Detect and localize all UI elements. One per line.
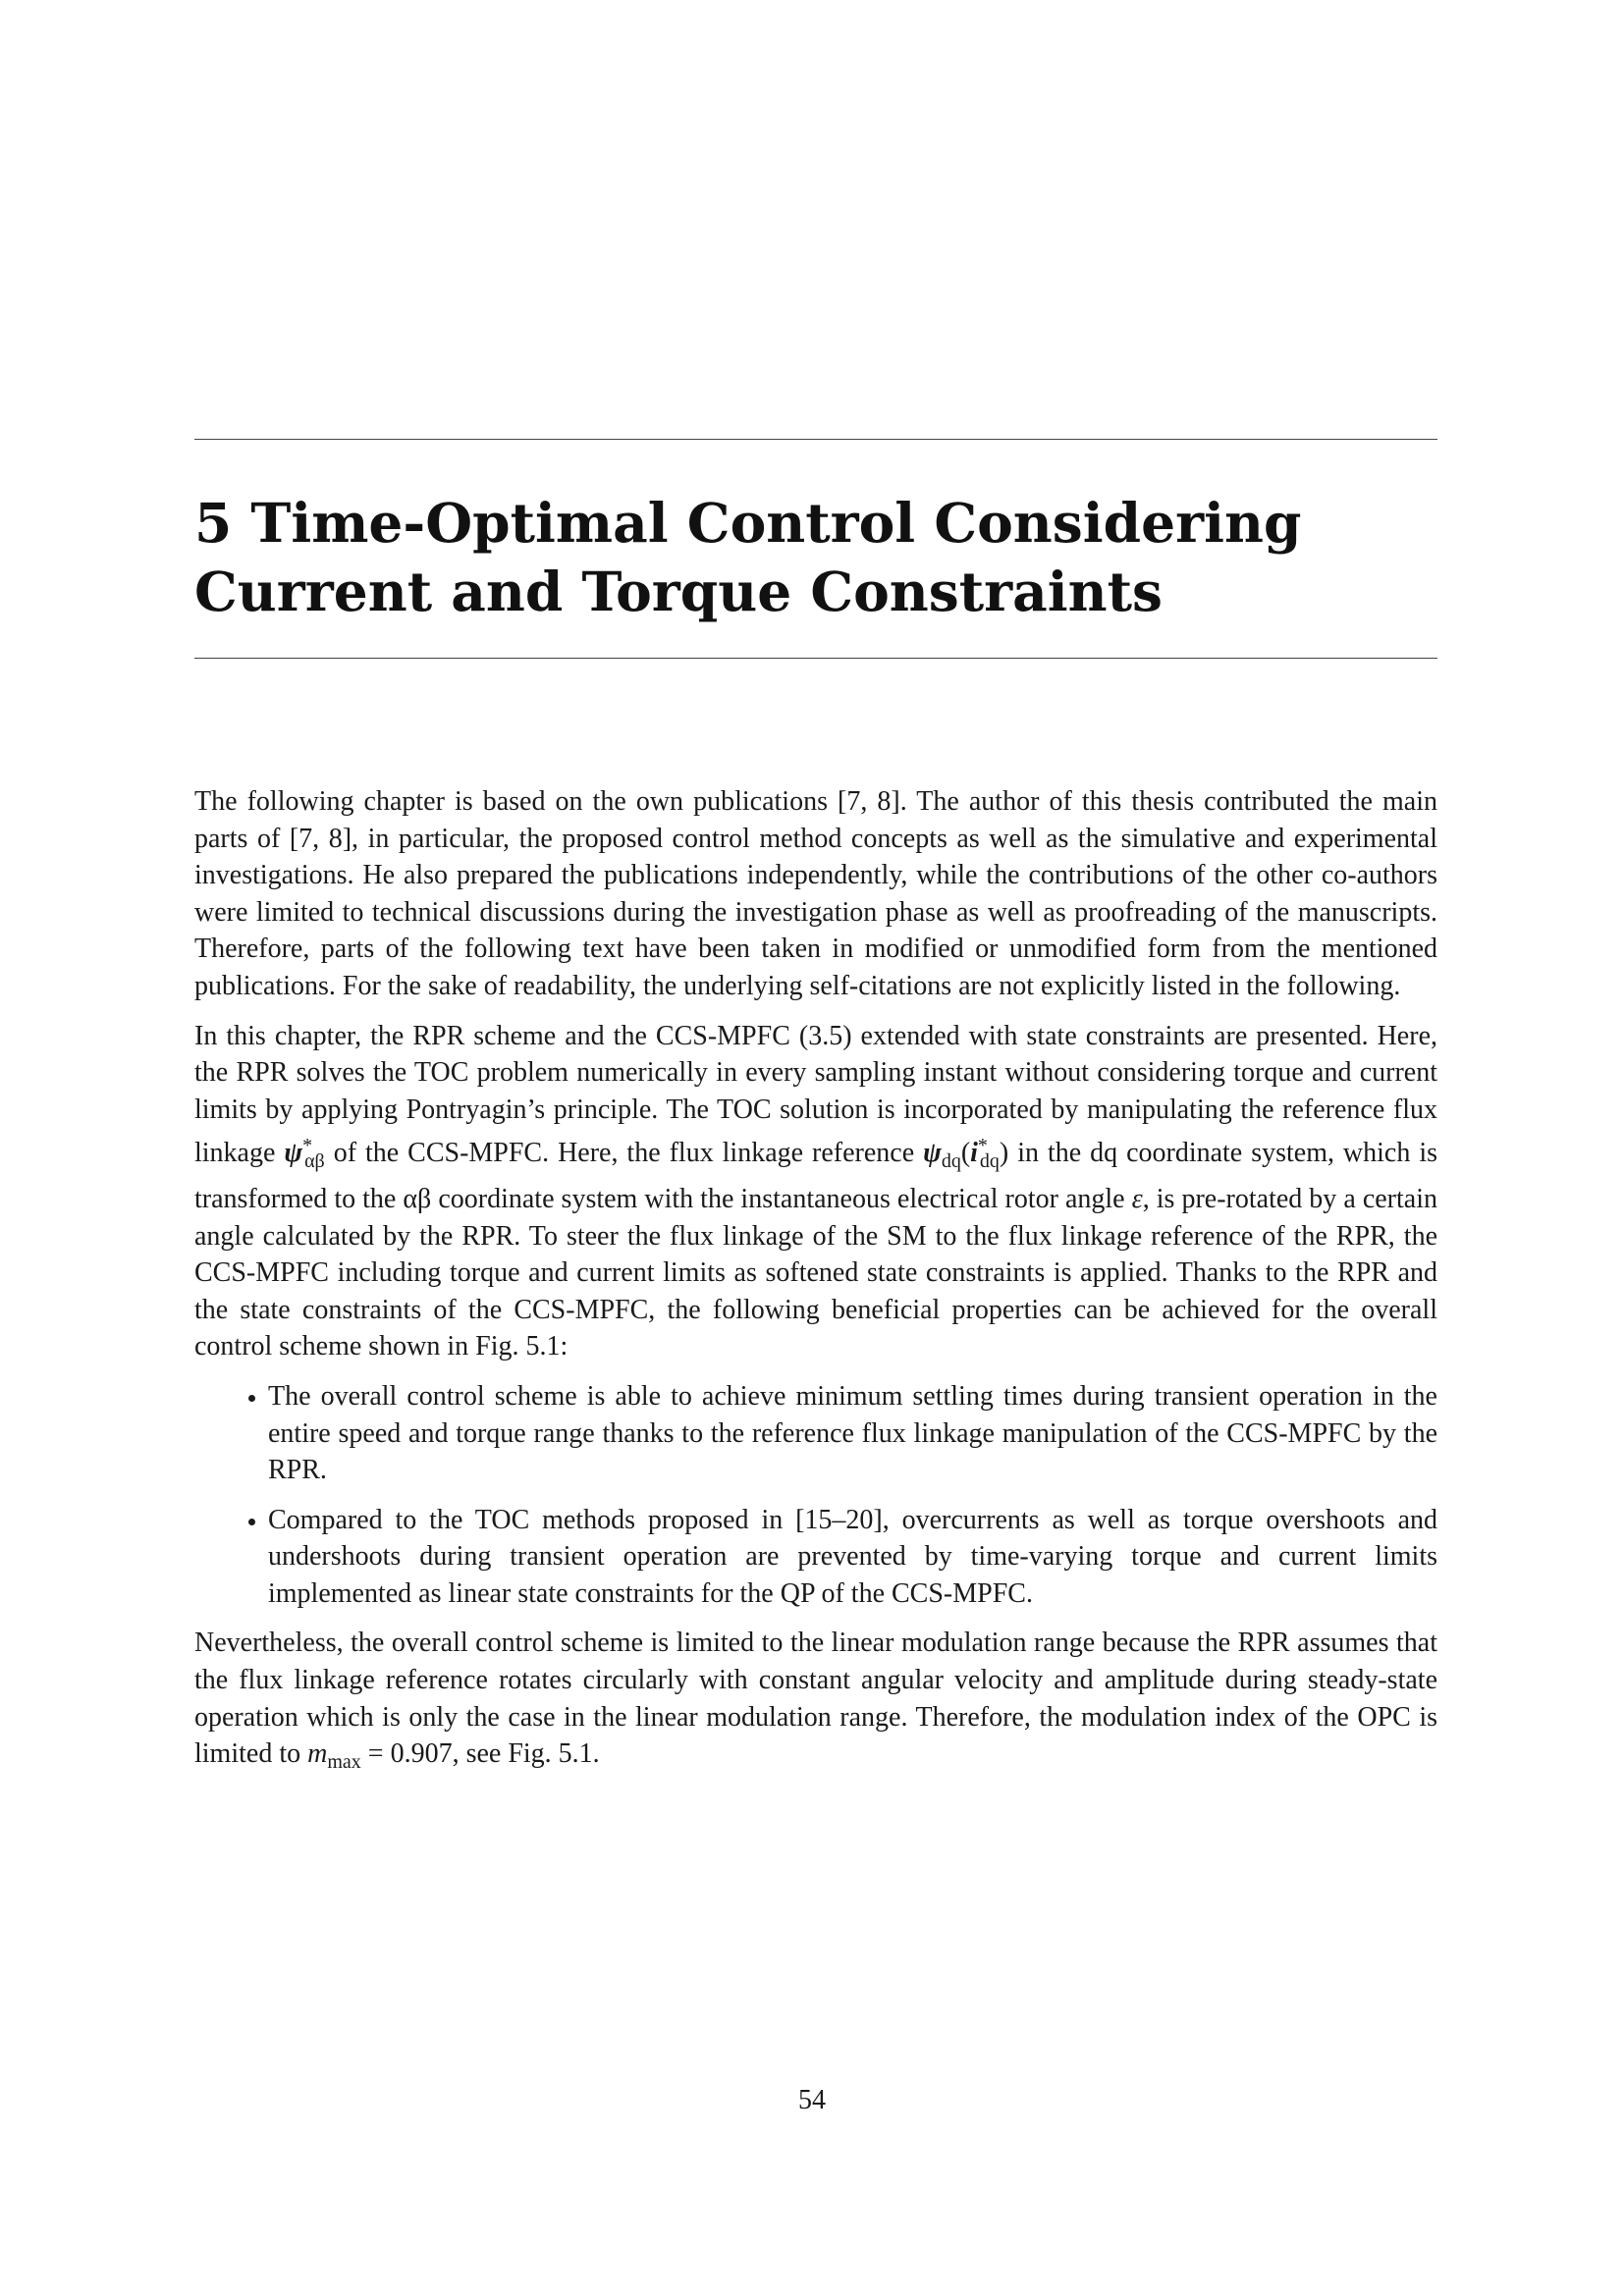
overview-text-3: in the dq coordinate system, which is transformed to the αβ coordinate system with the instantaneous electrical rotor angle [194, 1138, 1437, 1214]
current-ref-sup: * [977, 1135, 988, 1157]
limitation-text-1: Nevertheless, the overall control scheme is limited to the linear modulation range because the RPR assumes that the flux linkage reference rotates circularly with constant angular velocity and amplitude during steady-state operation which is only the case in the linear modulation range. Therefore, the modulation index of the OPC is limited to [194, 1628, 1437, 1770]
list-item: • Compared to the TOC methods proposed in [15–20], overcurrents as well as torque overshoots and undershoots during transient operation are prevented by time-varying torque and current limits implemented as linear state constraints for the QP of the CCS-MPFC. [268, 1502, 1437, 1613]
flux-dq-symbol: ψ [923, 1138, 942, 1169]
chapter-bottom-rule [194, 658, 1437, 659]
flux-ref-symbol: ψ [284, 1138, 303, 1169]
flux-dq-sub: dq [941, 1150, 961, 1173]
chapter-body [194, 783, 1437, 1794]
paragraph-publication-note: The following chapter is based on the own publications [7, 8]. The author of this thesis contributed the main parts of [7, 8], in particular, the proposed control method concepts as well as the simulative and experimental investigations. He also prepared the publications independently, while the contributions of the other co-authors were limited to technical discussions during the investigation phase as well as proofreading of the manuscripts. Therefore, parts of the following text have been taken in modified or unmodified form from the mentioned publications. For the sake of readability, the underlying self-citations are not explicitly listed in the following. [194, 786, 1437, 1001]
current-ref-symbol: i [970, 1138, 978, 1169]
list-item: • The overall control scheme is able to achieve minimum settling times during transient operation in the entire speed and torque range thanks to the reference flux linkage manipulation of the CCS-MPFC by the RPR. [268, 1378, 1437, 1489]
paragraph-limitation [194, 1625, 1437, 1781]
limitation-text-2: = 0.907, see Fig. 5.1. [360, 1738, 600, 1770]
chapter-top-rule [194, 439, 1437, 440]
chapter-title-line-1: 5 Time-Optimal Control Considering [194, 491, 1302, 555]
flux-ref-sub: αβ [304, 1150, 325, 1173]
properties-list [194, 1378, 1437, 1613]
modulation-index-symbol: m [307, 1738, 328, 1770]
paragraph-chapter-overview [194, 1018, 1437, 1365]
overview-text-2: of the CCS-MPFC. Here, the flux linkage reference [324, 1138, 924, 1169]
overview-text-1: In this chapter, the RPR scheme and the CCS-MPFC (3.5) extended with state constraints are presented. Here, the RPR solves the TOC problem numerically in every sampling instant without considering torque and current limits by applying Pontryagin’s principle. The TOC solution is incorporated by manipulating the reference flux linkage [194, 1020, 1437, 1169]
overview-text-4: , is pre-rotated by a certain angle calculated by the RPR. To steer the flux linkage of the SM to the flux linkage reference of the RPR, the CCS-MPFC including torque and current limits as softened state constraints is applied. Thanks to the RPR and the state constraints of the CCS-MPFC, the following beneficial properties can be achieved for the overall control scheme shown in Fig. 5.1: [194, 1183, 1437, 1362]
current-ref-sub: dq [979, 1150, 1000, 1173]
modulation-index-sub: max [327, 1751, 361, 1774]
paren-open: ( [960, 1138, 971, 1169]
chapter-title-line-2: Current and Torque Constraints [194, 560, 1164, 623]
rotor-angle-symbol: ε [1131, 1183, 1143, 1214]
paren-close: ) [999, 1138, 1009, 1169]
page-number: 54 [798, 2085, 826, 2115]
chapter-title [194, 489, 1437, 626]
flux-ref-sup: * [302, 1135, 313, 1157]
